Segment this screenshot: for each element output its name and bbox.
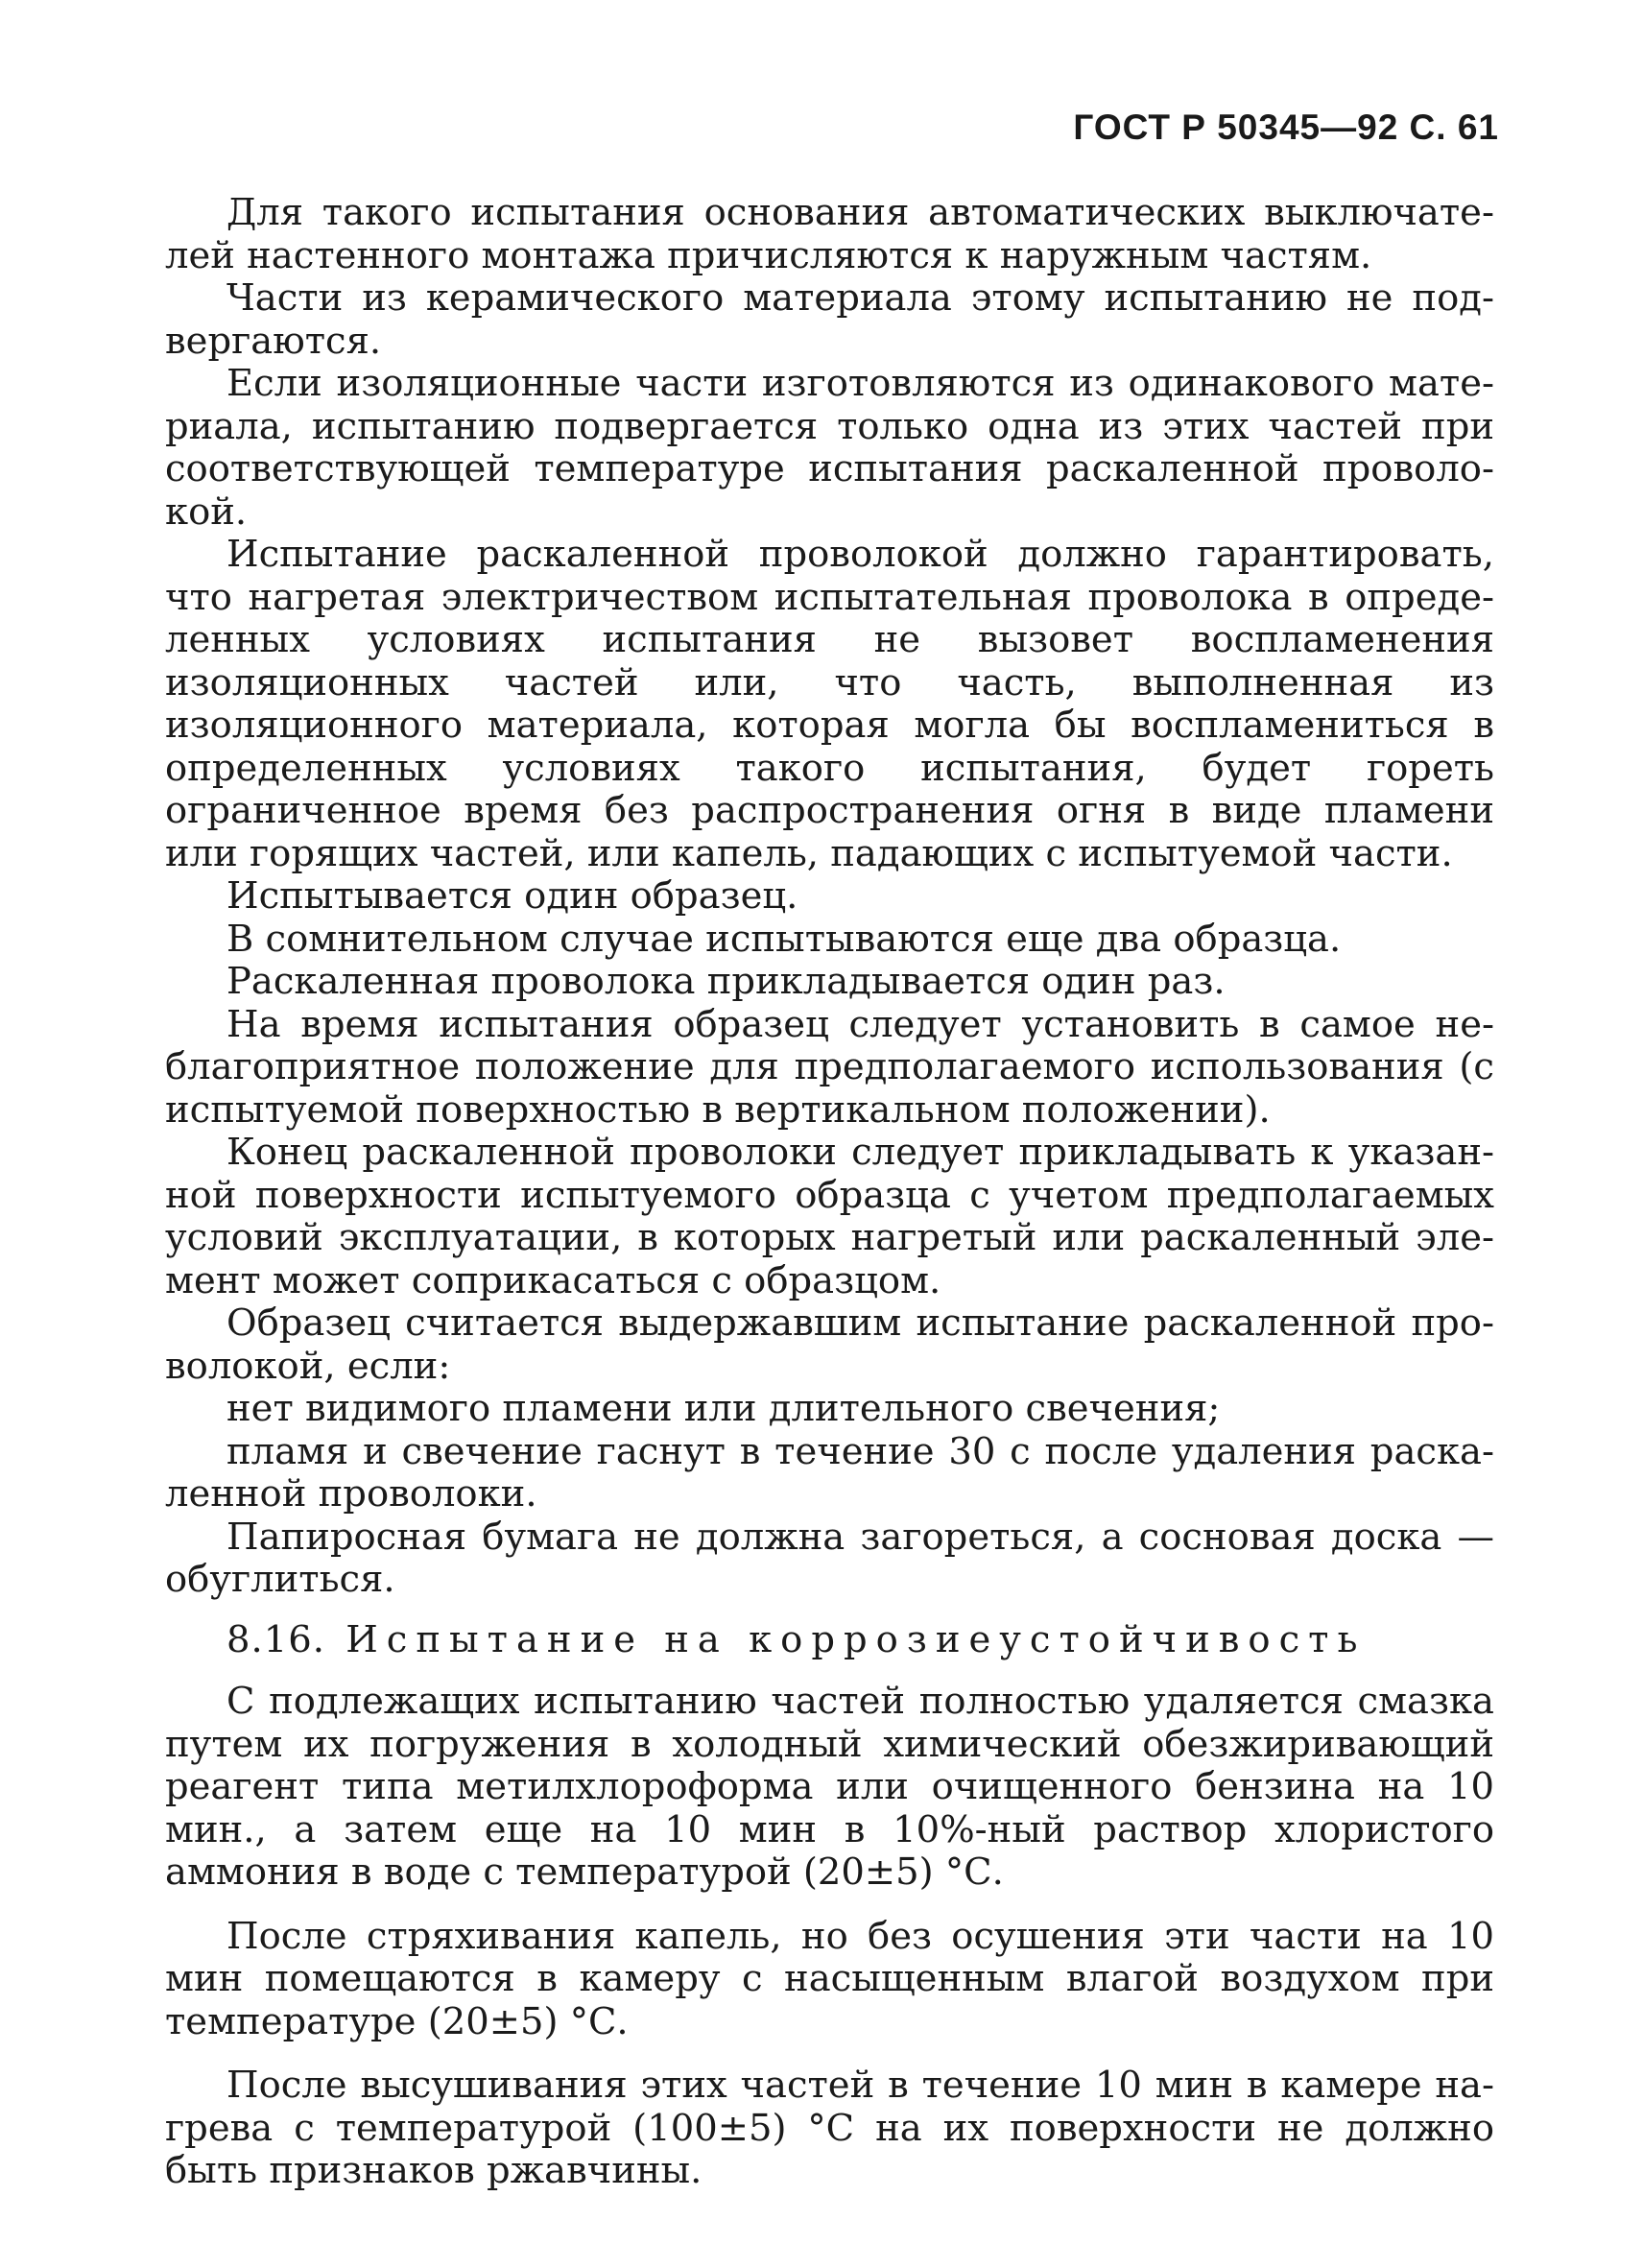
page-header: ГОСТ Р 50345—92 С. 61 [1073, 107, 1499, 147]
paragraph: Для такого испытания основания автоматических выключателей настенного монтажа причисляются к наружным частям. [165, 191, 1494, 277]
paragraph: После высушивания этих частей в течение 10 мин в камере нагрева с температурой (100±5) °С на их поверхности не должно быть признаков ржавчины. [165, 2064, 1494, 2192]
document-body [165, 192, 1494, 2193]
paragraph: Испытывается один образец. [226, 874, 798, 918]
paragraph: Образец считается выдержавшим испытание раскаленной проволокой, если: [165, 1301, 1494, 1388]
paragraph: Раскаленная проволока прикладывается один раз. [226, 960, 1226, 1003]
paragraph: Если изоляционные части изготовляются из одинакового материала, испытанию подвергается только одна из этих частей при соответствующей температуре испытания раскаленной проволокой. [165, 362, 1494, 534]
paragraph: Папиросная бумага не должна загореться, а сосновая доска — обуглиться. [165, 1515, 1494, 1601]
section-number: 8.16. [226, 1617, 325, 1661]
paragraph: Части из керамического материала этому испытанию не подвергаются. [165, 276, 1494, 363]
paragraph: В сомнительном случае испытываются еще два образца. [226, 917, 1342, 961]
section-title: Испытание на коррозиеустойчивость [345, 1617, 1367, 1661]
paragraph: Испытание раскаленной проволокой должно гарантировать, что нагретая электричеством испытательная проволока в определенных условиях испытания не вызовет воспламенения изоляционных частей или, что часть, выполненная из изоляционного материала, которая могла бы воспламениться в определенных условиях такого испытания, будет гореть ограниченное время без распространения огня в виде пламени или горящих частей, или капель, падающих с испытуемой части. [165, 533, 1494, 875]
paragraph: На время испытания образец следует установить в самое неблагоприятное положение для предполагаемого использования (с испытуемой поверхностью в вертикальном положении). [165, 1002, 1494, 1132]
paragraph: нет видимого пламени или длительного свечения; [226, 1387, 1221, 1430]
paragraph: С подлежащих испытанию частей полностью удаляется смазка путем их погружения в холодный химический обезжиривающий реагент типа метилхлороформа или очищенного бензина на 10 мин., а затем еще на 10 мин в 10%-ный раствор хлористого аммония в воде с температурой (20±5) °С. [165, 1680, 1494, 1894]
section-heading [165, 1619, 1494, 1662]
paragraph: пламя и свечение гаснут в течение 30 с после удаления раскаленной проволоки. [165, 1429, 1494, 1516]
paragraph: После стряхивания капель, но без осушения эти части на 10 мин помещаются в камеру с насыщенным влагой воздухом при температуре (20±5) °С. [165, 1914, 1494, 2043]
paragraph: Конец раскаленной проволоки следует прикладывать к указанной поверхности испытуемого образца с учетом предполагаемых условий эксплуатации, в которых нагретый или раскаленный элемент может соприкасаться с образцом. [165, 1131, 1494, 1302]
